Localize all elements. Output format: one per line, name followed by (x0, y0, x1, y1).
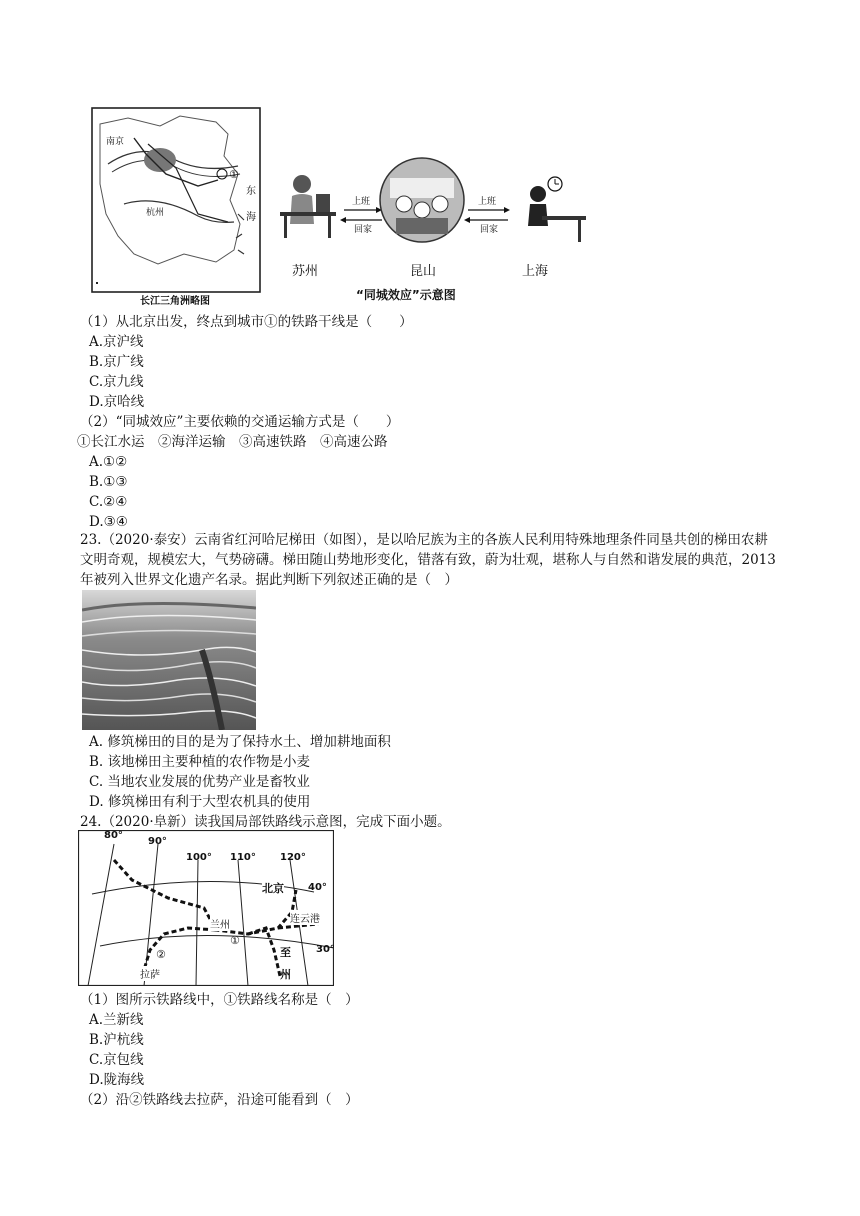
yangtze-delta-map (88, 104, 264, 309)
q22-1-stem: （1）从北京出发，终点到城市①的铁路干线是（ ） (80, 314, 413, 330)
q22-2-option-d[interactable]: D.③④ (89, 514, 128, 530)
q24-1-option-a[interactable]: A.兰新线 (89, 1012, 144, 1028)
q22-2-choices: ①长江水运 ②海洋运输 ③高速铁路 ④高速公路 (77, 434, 388, 450)
lon-120-label: 120° (280, 852, 306, 863)
q24-1-stem: （1）图所示铁路线中，①铁路线名称是（ ） (80, 992, 359, 1008)
label-zhi: 至 (280, 946, 291, 959)
label-hangzhou: 杭州 (146, 208, 165, 218)
label-nanjing: 南京 (106, 137, 125, 147)
terrace-photo (82, 590, 256, 730)
q22-2-stem: （2）“同城效应”主要依赖的交通运输方式是（ ） (80, 414, 400, 430)
lat-30-label: 30° (316, 944, 335, 955)
terrace-photo-drawing (82, 590, 256, 730)
q22-1-option-d[interactable]: D.京哈线 (89, 394, 145, 410)
label-lanzhou: 兰州 (210, 916, 230, 931)
q24-1-option-b[interactable]: B.沪杭线 (89, 1032, 144, 1048)
arrow-label-home-2: 回家 (480, 225, 499, 235)
marker-1: ① (230, 934, 240, 947)
q22-2-option-b[interactable]: B.①③ (89, 474, 128, 490)
arrow-label-to-work-2: 上班 (478, 197, 497, 207)
lon-90-label: 90° (148, 836, 167, 847)
lon-110-label: 110° (230, 852, 256, 863)
same-city-effect-diagram (272, 152, 592, 302)
q23-stem: 23.（2020·泰安）云南省红河哈尼梯田（如图），是以哈尼族为主的各族人民利用特殊地理条件同垦共创的梯田农耕文明奇观，规模宏大，气势磅礴。梯田随山势地形变化，错落有致，蔚为壮观，堪称人与自然和谐发展的典范，2013 年被列入世界文化遗产名录。据此判断下列叙述正确的是（ ） (80, 532, 776, 588)
marker-2: ② (156, 948, 166, 961)
effect-caption: “同城效应”示意图 (356, 288, 456, 302)
q23-option-a[interactable]: A. 修筑梯田的目的是为了保持水土、增加耕地面积 (89, 734, 391, 750)
q22-2-option-c[interactable]: C.②④ (89, 494, 128, 510)
label-1: ① (229, 168, 239, 181)
q22-1-option-b[interactable]: B.京广线 (89, 354, 144, 370)
city-shanghai: 上海 (522, 264, 549, 279)
q24-stem: 24.（2020·阜新）读我国局部铁路线示意图，完成下面小题。 (80, 814, 451, 830)
arrow-label-to-work-1: 上班 (352, 197, 371, 207)
delta-map-title: 长江三角洲略图 (140, 296, 210, 307)
q23-option-b[interactable]: B. 该地梯田主要种植的农作物是小麦 (89, 754, 311, 770)
label-lhasa: 拉萨 (140, 966, 160, 981)
railway-map (78, 830, 334, 986)
q23-option-c[interactable]: C. 当地农业发展的优势产业是畜牧业 (89, 774, 310, 790)
lon-100-label: 100° (186, 852, 212, 863)
label-sea: 海 (246, 212, 256, 223)
q24-2-stem: （2）沿②铁路线去拉萨，沿途可能看到（ ） (80, 1092, 359, 1108)
q22-1-option-a[interactable]: A.京沪线 (89, 334, 144, 350)
city-suzhou: 苏州 (292, 264, 319, 279)
arrow-label-home-1: 回家 (354, 225, 373, 235)
q23-option-d[interactable]: D. 修筑梯田有利于大型农机具的使用 (89, 794, 311, 810)
q24-1-option-c[interactable]: C.京包线 (89, 1052, 144, 1068)
label-beijing: 北京 (262, 882, 284, 895)
same-city-effect-drawing (272, 152, 592, 302)
lat-40-label: 40° (308, 882, 327, 893)
q22-1-option-c[interactable]: C.京九线 (89, 374, 144, 390)
label-east: 东 (246, 186, 256, 197)
label-zhou: 州 (280, 968, 291, 981)
label-lianyungang: 连云港 (290, 910, 320, 925)
city-kunshan: 昆山 (410, 264, 437, 279)
lon-80-label: 80° (104, 830, 123, 841)
q24-1-option-d[interactable]: D.陇海线 (89, 1072, 145, 1088)
q22-2-option-a[interactable]: A.①② (89, 454, 128, 470)
